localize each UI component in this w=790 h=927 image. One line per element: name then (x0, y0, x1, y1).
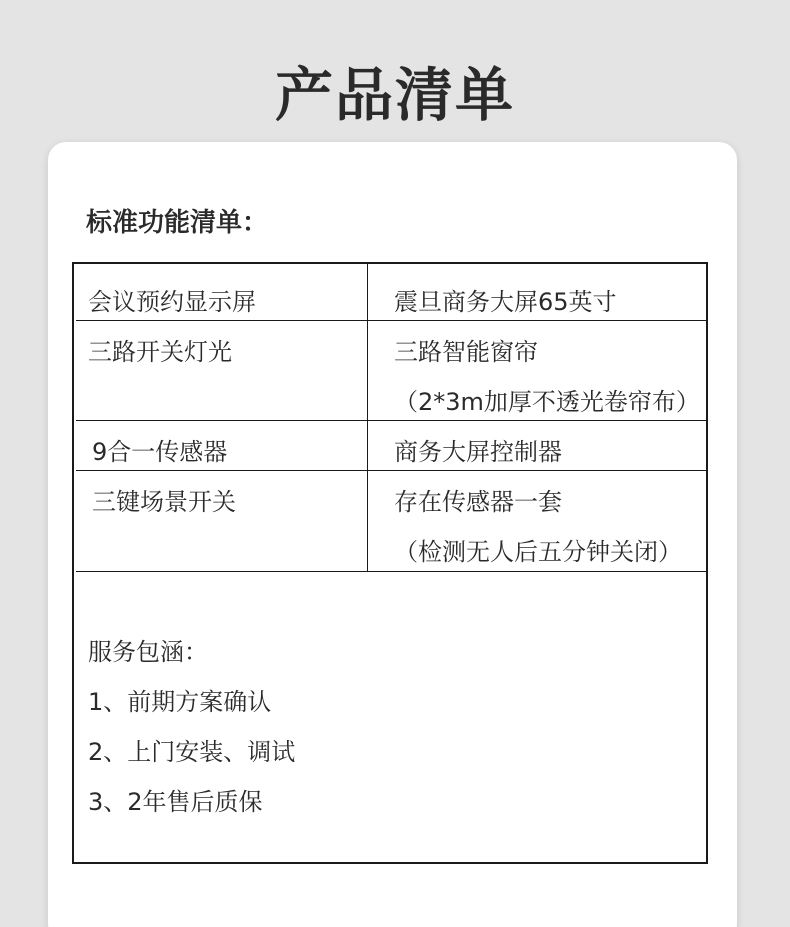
table-cell-right: 三路智能窗帘 (394, 338, 538, 366)
service-item: 2、上门安装、调试 (88, 738, 296, 766)
services-heading: 服务包涵： (88, 638, 208, 666)
table-cell-left: 三键场景开关 (92, 488, 236, 516)
table-cell-left: 会议预约显示屏 (88, 288, 256, 316)
service-item: 1、前期方案确认 (88, 688, 272, 716)
table-cell-left: 9合一传感器 (92, 438, 228, 466)
table-cell-right: 存在传感器一套 (394, 488, 562, 516)
table-cell-right: 商务大屏控制器 (394, 438, 562, 466)
service-item: 3、2年售后质保 (88, 788, 263, 816)
section-title: 标准功能清单： (86, 208, 269, 238)
table-cell-right: 震旦商务大屏65英寸 (394, 288, 617, 316)
table-cell-left: 三路开关灯光 (88, 338, 232, 366)
table-cell-right-note: （检测无人后五分钟关闭） (394, 538, 682, 566)
table-cell-right-note: （2*3m加厚不透光卷帘布） (394, 388, 700, 416)
row-divider (76, 571, 708, 572)
row-divider (76, 320, 708, 321)
page-title: 产品清单 (274, 61, 515, 129)
row-divider (76, 420, 708, 421)
column-divider (367, 264, 368, 572)
feature-list-table (72, 262, 708, 864)
row-divider (76, 470, 708, 471)
